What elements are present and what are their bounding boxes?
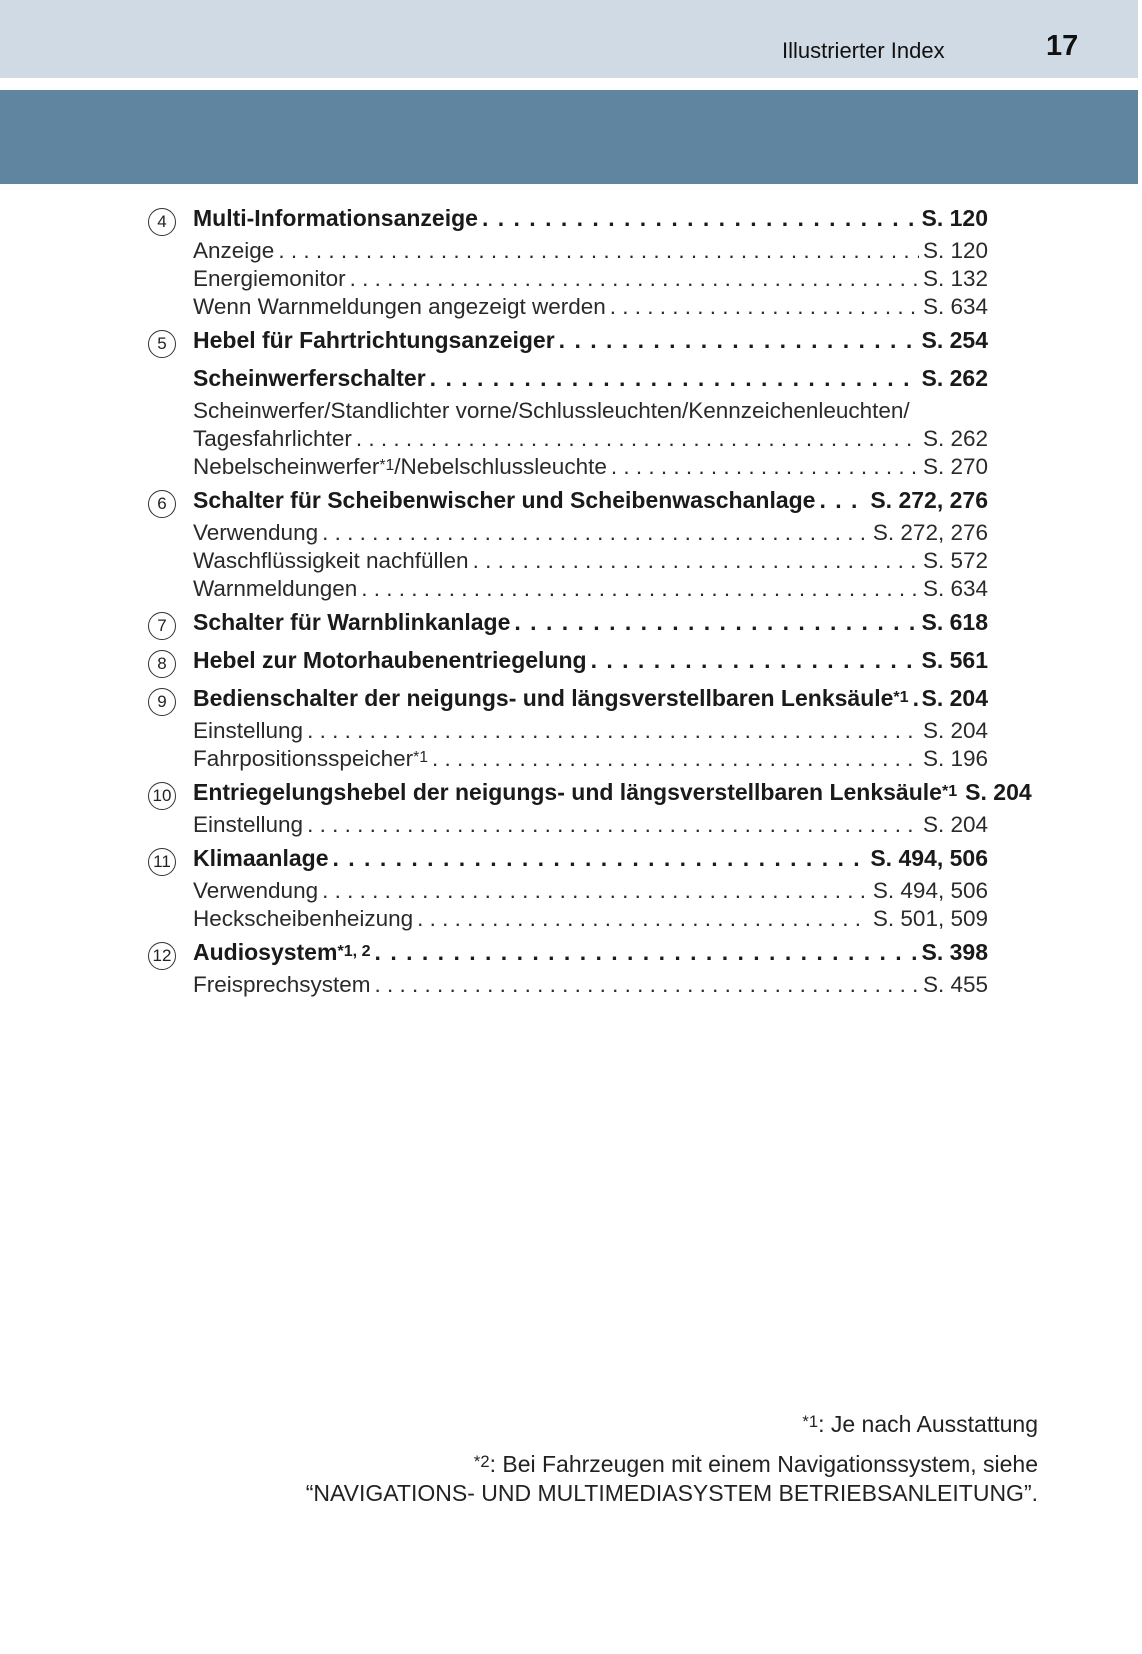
footnote-ref: *1 xyxy=(893,687,909,706)
dot-leader xyxy=(559,327,918,354)
index-entry xyxy=(148,779,1032,812)
dot-leader xyxy=(819,487,866,514)
index-entry xyxy=(148,647,988,680)
entry-label xyxy=(193,746,428,772)
dot-leader xyxy=(913,685,918,712)
footnote-1-text: : Je nach Ausstattung xyxy=(818,1411,1038,1437)
entry-label-text: Entriegelungshebel der neigungs- und längsverstellbaren Lenksäule xyxy=(193,779,942,805)
dot-leader xyxy=(473,548,919,574)
header-separator xyxy=(0,78,1142,90)
page-reference: S. 270 xyxy=(922,454,988,479)
entry-label-text: Hebel zur Motorhaubenentriegelung xyxy=(193,647,587,673)
index-entry xyxy=(148,365,988,398)
entry-label-text: Wenn Warnmeldungen angezeigt werden xyxy=(193,294,606,319)
page-reference: S. 494, 506 xyxy=(872,878,988,903)
entry-label xyxy=(193,548,469,574)
page-reference: S. 262 xyxy=(922,426,988,451)
entry-label xyxy=(193,576,357,602)
entry-label xyxy=(193,845,329,872)
dot-leader xyxy=(307,718,919,744)
index-subentry xyxy=(148,878,988,906)
dot-leader xyxy=(430,365,918,392)
entry-label-text: Scheinwerfer/Standlichter vorne/Schlussleuchten/Kennzeichenleuchten/ xyxy=(193,398,910,423)
entry-label xyxy=(193,939,371,966)
index-entries xyxy=(148,205,1032,1000)
page-reference: S. 272, 276 xyxy=(870,487,988,513)
index-subentry xyxy=(148,294,988,322)
page-reference: S. 561 xyxy=(921,647,988,673)
entry-label xyxy=(193,779,957,806)
entry-label-text: Klimaanlage xyxy=(193,845,329,871)
circled-number-icon: 12 xyxy=(148,942,176,970)
dot-leader xyxy=(322,878,869,904)
entry-label xyxy=(193,812,303,838)
circled-number-icon: 6 xyxy=(148,490,176,518)
dot-leader xyxy=(375,939,918,966)
page-reference: S. 572 xyxy=(922,548,988,573)
entry-label-text: Multi-Informationsanzeige xyxy=(193,205,478,231)
footnote-ref: *1 xyxy=(941,781,958,800)
footnote-1 xyxy=(306,1410,1038,1439)
page-edge xyxy=(1138,0,1142,184)
page-reference: S. 254 xyxy=(921,327,988,353)
footnote-2 xyxy=(306,1450,1038,1479)
dot-leader xyxy=(591,647,918,674)
dot-leader xyxy=(278,238,919,264)
dot-leader xyxy=(356,426,919,452)
index-subentry xyxy=(148,454,988,482)
index-subentry xyxy=(148,576,988,604)
dot-leader xyxy=(514,609,917,636)
page-reference: S. 196 xyxy=(922,746,988,771)
page-number: 17 xyxy=(1046,30,1079,62)
circled-number-icon: 5 xyxy=(148,330,176,358)
page-reference: S. 204 xyxy=(965,779,1032,805)
entry-label xyxy=(193,972,371,998)
index-subentry xyxy=(148,426,988,454)
dot-leader xyxy=(375,972,919,998)
page-reference: S. 132 xyxy=(922,266,988,291)
entry-label xyxy=(193,294,606,320)
index-subentry xyxy=(148,398,988,426)
entry-label xyxy=(193,906,413,932)
footnotes xyxy=(306,1410,1038,1508)
entry-label-text: Scheinwerferschalter xyxy=(193,365,426,391)
entry-label-text: Waschflüssigkeit nachfüllen xyxy=(193,548,469,573)
dot-leader xyxy=(333,845,867,872)
footnote-ref: *1, 2 xyxy=(337,941,371,960)
index-entry xyxy=(148,487,988,520)
page-reference: S. 120 xyxy=(922,238,988,263)
index-entry xyxy=(148,609,988,642)
page-reference: S. 455 xyxy=(922,972,988,997)
section-color-band xyxy=(0,90,1142,184)
entry-label xyxy=(193,426,352,452)
index-subentry xyxy=(148,266,988,294)
page-reference: S. 204 xyxy=(921,685,988,711)
page-reference: S. 634 xyxy=(922,294,988,319)
page-reference: S. 494, 506 xyxy=(870,845,988,871)
entry-label xyxy=(193,647,587,674)
dot-leader xyxy=(350,266,919,292)
circled-number-icon: 11 xyxy=(148,848,176,876)
dot-leader xyxy=(417,906,869,932)
entry-label-text: Einstellung xyxy=(193,718,304,743)
index-subentry xyxy=(148,718,988,746)
footnote-2-text: : Bei Fahrzeugen mit einem Navigationssystem, siehe xyxy=(489,1451,1038,1477)
entry-label-text: Fahrpositionsspeicher xyxy=(193,746,414,771)
entry-label-text: Anzeige xyxy=(193,238,275,263)
entry-label-text: Freisprechsystem xyxy=(193,972,371,997)
entry-label-text: Einstellung xyxy=(193,812,304,837)
page-reference: S. 204 xyxy=(922,812,988,837)
index-subentry xyxy=(148,520,988,548)
index-subentry xyxy=(148,746,988,774)
footnote-ref: *1 xyxy=(379,457,395,475)
dot-leader xyxy=(361,576,919,602)
page-reference: S. 398 xyxy=(921,939,988,965)
index-subentry xyxy=(148,906,988,934)
dot-leader xyxy=(610,294,919,320)
dot-leader xyxy=(322,520,869,546)
entry-label-text: Audiosystem xyxy=(193,939,338,965)
circled-number-icon: 7 xyxy=(148,612,176,640)
entry-label-text: Tagesfahrlichter xyxy=(193,426,352,451)
index-entry xyxy=(148,845,988,878)
page-reference: S. 618 xyxy=(921,609,988,635)
entry-label-text: Schalter für Scheibenwischer und Scheibenwaschanlage xyxy=(193,487,816,513)
entry-label xyxy=(193,205,478,232)
entry-label xyxy=(193,609,510,636)
index-entry xyxy=(148,205,988,238)
header-band xyxy=(0,0,1142,78)
footnote-2-mark: *2 xyxy=(473,1452,490,1472)
entry-label-text: Schalter für Warnblinkanlage xyxy=(193,609,511,635)
entry-label xyxy=(193,398,910,424)
entry-label-text: Hebel für Fahrtrichtungsanzeiger xyxy=(193,327,555,353)
entry-label xyxy=(193,454,607,480)
circled-number-icon: 8 xyxy=(148,650,176,678)
footnote-1-mark: *1 xyxy=(802,1412,819,1432)
footnote-ref: *1 xyxy=(413,749,429,767)
entry-label-text: Verwendung xyxy=(193,878,319,903)
entry-label-text: Energiemonitor xyxy=(193,266,346,291)
entry-label-continuation: /Nebelschlussleuchte xyxy=(394,454,607,479)
page-reference: S. 262 xyxy=(921,365,988,391)
page-reference: S. 120 xyxy=(921,205,988,231)
entry-label xyxy=(193,685,909,712)
dot-leader xyxy=(307,812,919,838)
entry-label xyxy=(193,365,426,392)
entry-label-text: Heckscheibenheizung xyxy=(193,906,414,931)
index-entry xyxy=(148,327,988,360)
index-entry xyxy=(148,939,988,972)
dot-leader xyxy=(611,454,919,480)
index-subentry xyxy=(148,238,988,266)
section-title: Illustrierter Index xyxy=(782,38,945,63)
entry-label xyxy=(193,878,318,904)
entry-label xyxy=(193,327,555,354)
entry-label-text: Bedienschalter der neigungs- und längsverstellbaren Lenksäule xyxy=(193,685,894,711)
index-subentry xyxy=(148,548,988,576)
index-subentry xyxy=(148,972,988,1000)
dot-leader xyxy=(432,746,919,772)
entry-label-text: Warnmeldungen xyxy=(193,576,358,601)
entry-label-text: Nebelscheinwerfer xyxy=(193,454,380,479)
page-reference: S. 204 xyxy=(922,718,988,743)
dot-leader xyxy=(482,205,918,232)
footnote-2-continued: “NAVIGATIONS- UND MULTIMEDIASYSTEM BETRIEBSANLEITUNG”. xyxy=(305,1480,1038,1506)
entry-label xyxy=(193,520,318,546)
entry-label xyxy=(193,238,274,264)
page-reference: S. 272, 276 xyxy=(872,520,988,545)
page-reference: S. 501, 509 xyxy=(872,906,988,931)
page-reference: S. 634 xyxy=(922,576,988,601)
index-subentry xyxy=(148,812,988,840)
circled-number-icon: 10 xyxy=(148,782,176,810)
entry-label xyxy=(193,487,815,514)
index-entry xyxy=(148,685,988,718)
circled-number-icon: 4 xyxy=(148,208,176,236)
entry-label xyxy=(193,266,346,292)
circled-number-icon: 9 xyxy=(148,688,176,716)
entry-label xyxy=(193,718,303,744)
entry-label-text: Verwendung xyxy=(193,520,319,545)
